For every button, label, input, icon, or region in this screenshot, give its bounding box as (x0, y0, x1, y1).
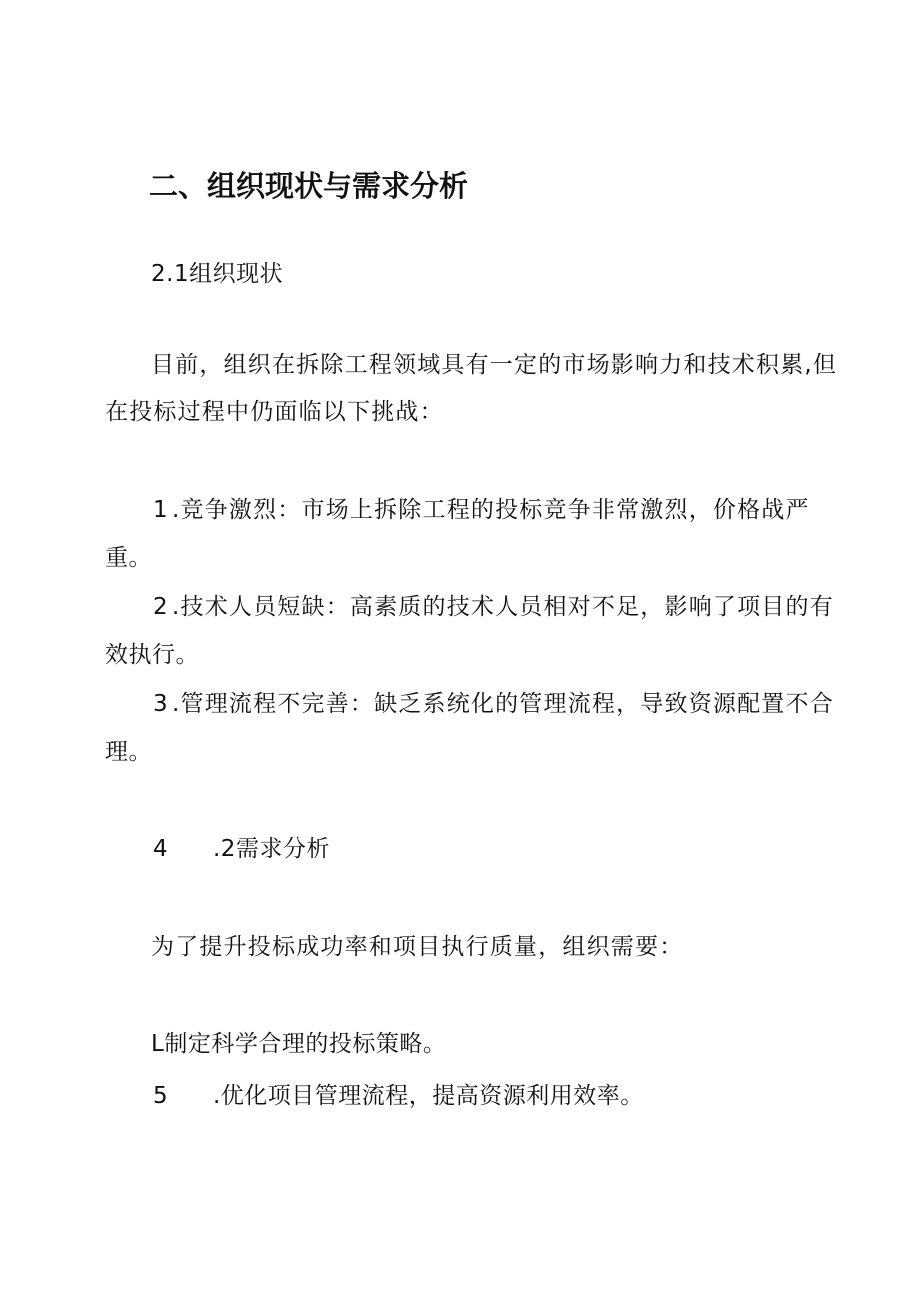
needs-item-text: L制定科学合理的投标策略。 (151, 1031, 447, 1057)
challenge-number: 2 (153, 594, 168, 620)
challenge-text-line-2: 重。 (105, 545, 152, 571)
challenge-text-line-2: 效执行。 (105, 642, 199, 668)
subsection-number: 4 (153, 836, 168, 862)
intro-paragraph-line-2: 在投标过程中仍面临以下挑战： (105, 399, 444, 425)
challenge-number: 1 (153, 497, 168, 523)
intro-paragraph-line-1: 目前，组织在拆除工程领域具有一定的市场影响力和技术积累,但 (151, 352, 838, 378)
challenge-text-line-2: 理。 (105, 739, 152, 765)
challenge-number: 3 (153, 691, 168, 717)
challenge-text-line-1: .管理流程不完善：缺乏系统化的管理流程，导致资源配置不合 (172, 691, 834, 717)
challenge-text-line-1: .竞争激烈：市场上拆除工程的投标竞争非常激烈，价格战严 (172, 497, 810, 523)
needs-intro: 为了提升投标成功率和项目执行质量，组织需要： (151, 934, 684, 960)
challenge-text-line-1: .技术人员短缺：高素质的技术人员相对不足，影响了项目的有 (172, 594, 834, 620)
section-title: 二、组织现状与需求分析 (149, 169, 469, 203)
needs-item-number: 5 (153, 1083, 168, 1109)
subsection-title-needs-analysis: .2需求分析 (213, 836, 330, 862)
needs-item-text: .优化项目管理流程，提高资源利用效率。 (213, 1083, 644, 1109)
subsection-title-current-status: 2.1组织现状 (151, 261, 284, 287)
